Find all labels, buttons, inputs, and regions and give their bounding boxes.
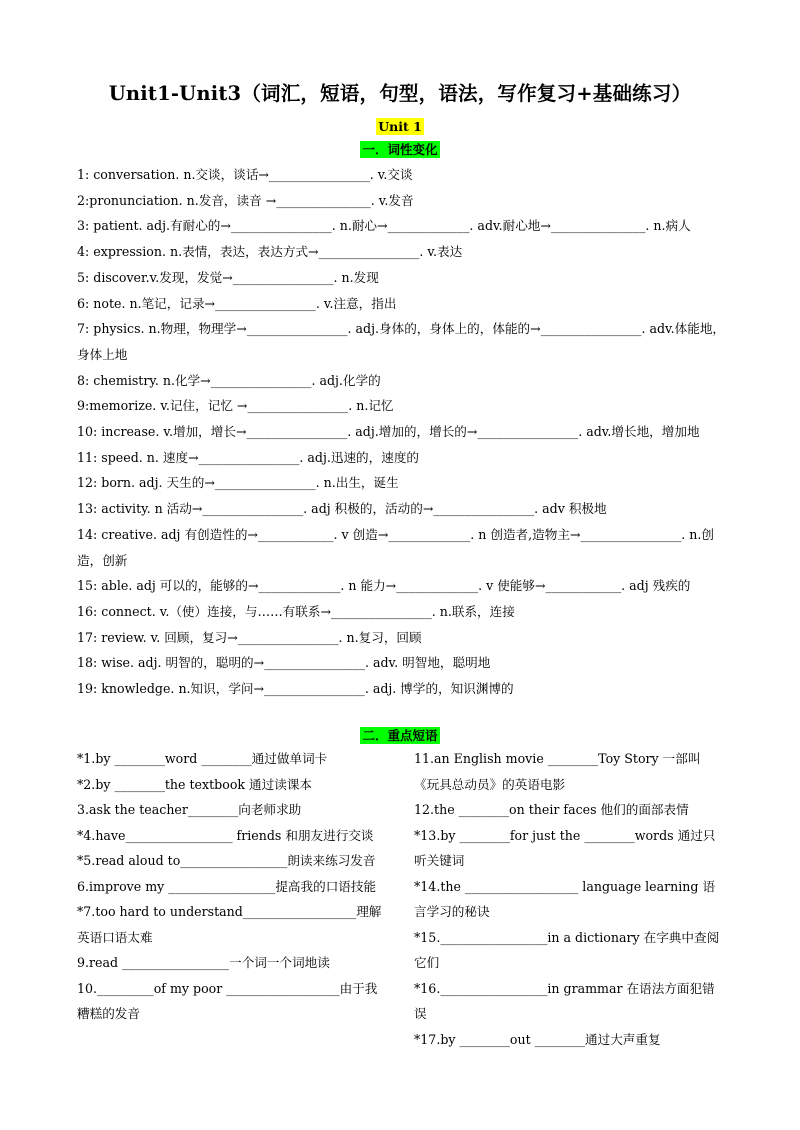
phrases-left-column: [77, 746, 387, 1027]
section2-title: 二．重点短语: [362, 728, 438, 743]
vocab-list: [77, 162, 727, 702]
vocab-item: 16: connect. v.（使）连接，与……有联系→________________. n.联系，连接: [77, 603, 515, 619]
phrase-item: *15._________________in a dictionary 在字典中查阅它们: [414, 929, 720, 970]
unit-heading: [0, 116, 800, 135]
phrase-item: 11.an English movie ________Toy Story 一部叫《玩具总动员》的英语电影: [414, 751, 701, 792]
vocab-item: 13: activity. n 活动→________________. adj 积极的，活动的→________________. adv 积极地: [77, 501, 607, 517]
section1-title: 一．词性变化: [362, 142, 438, 157]
phrase-item: 6.improve my _________________提高我的口语技能: [77, 878, 377, 894]
section-heading-key-phrases: [0, 725, 800, 744]
vocab-item: 9:memorize. v.记住，记忆 →________________. n.记忆: [77, 398, 394, 414]
phrase-item: *13.by ________for just the ________words 通过只听关键词: [414, 827, 716, 868]
phrase-item: 12.the ________on their faces 他们的面部表情: [414, 802, 689, 817]
phrase-item: *4.have_________________ friends 和朋友进行交谈: [77, 827, 374, 843]
vocab-item: 5: discover.v.发现，发觉→________________. n.发现: [77, 269, 379, 285]
phrase-item: *17.by ________out ________通过大声重复: [414, 1031, 661, 1047]
phrase-item: 10._________of my poor __________________由于我糟糕的发音: [77, 980, 378, 1021]
vocab-item: 8: chemistry. n.化学→________________. adj.化学的: [77, 372, 381, 388]
section-heading-word-forms: [0, 139, 800, 158]
vocab-item: 19: knowledge. n.知识，学问→________________. adj. 博学的，知识渊博的: [77, 681, 514, 697]
vocab-item: 1: conversation. n.交谈，谈话→________________. v.交谈: [77, 167, 413, 182]
vocab-item: 18: wise. adj. 明智的，聪明的→________________. adv. 明智地，聪明地: [77, 655, 491, 671]
phrases-right-column: [414, 746, 724, 1052]
vocab-item: 11: speed. n. 速度→________________. adj.迅速的，速度的: [77, 449, 420, 465]
vocab-item: 2:pronunciation. n.发音，读音 →_______________. v.发音: [77, 192, 414, 208]
vocab-item: 7: physics. n.物理，物理学→________________. adj.身体的，身体上的，体能的→________________. adv.体能地，身体上地: [77, 321, 726, 362]
vocab-item: 3: patient. adj.有耐心的→________________. n.耐心→_____________. adv.耐心地→_______________. n.病人: [77, 218, 691, 234]
phrase-item: *1.by ________word ________通过做单词卡: [77, 751, 328, 766]
phrase-item: 9.read _________________一个词一个词地读: [77, 955, 330, 970]
phrase-item: *16._________________in grammar 在语法方面犯错误: [414, 980, 715, 1021]
phrase-item: *2.by ________the textbook 通过读课本: [77, 776, 313, 792]
vocab-item: 14: creative. adj 有创造性的→____________. v 创造→_____________. n 创造者,造物主→________________. n.创造，创新: [77, 526, 714, 568]
page-title: Unit1-Unit3（词汇，短语，句型，语法，写作复习+基础练习）: [108, 82, 692, 105]
vocab-item: 4: expression. n.表情，表达，表达方式→________________. v.表达: [77, 244, 463, 260]
vocab-item: 6: note. n.笔记，记录→________________. v.注意，指出: [77, 295, 397, 311]
vocab-item: 17: review. v. 回顾，复习→________________. n.复习，回顾: [77, 629, 422, 645]
phrase-item: *14.the __________________ language learning 语言学习的秘诀: [414, 878, 716, 919]
phrase-item: *7.too hard to understand__________________理解英语口语太难: [77, 904, 382, 945]
vocab-item: 12: born. adj. 天生的→________________. n.出生，诞生: [77, 475, 399, 491]
vocab-item: 15: able. adj 可以的，能够的→_____________. n 能力→_____________. v 使能够→____________. adj 残疾的: [77, 578, 691, 594]
phrase-item: *5.read aloud to_________________朗读来练习发音: [77, 853, 376, 868]
vocab-item: 10: increase. v.增加，增长→________________. adj.增加的，增长的→________________. adv.增长地，增加地: [77, 424, 700, 440]
unit-label: Unit 1: [378, 119, 422, 134]
phrase-item: 3.ask the teacher________向老师求助: [77, 802, 302, 817]
